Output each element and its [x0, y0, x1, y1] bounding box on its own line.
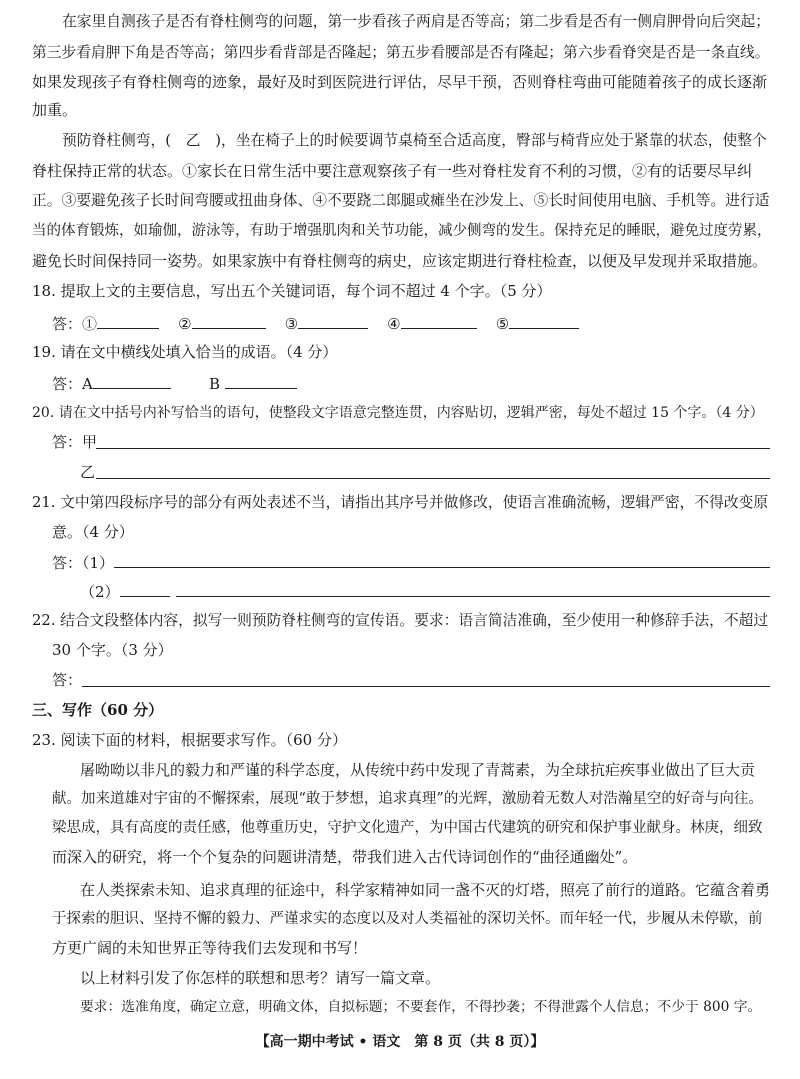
answer-blank[interactable]	[298, 312, 368, 329]
material-line: 屠呦呦以非凡的毅力和严谨的科学态度，从传统中药中发现了青蒿素，为全球抗疟疾事业做出了巨大贡	[80, 761, 756, 779]
requirements-line: 要求：选准角度，确定立意，明确文体，自拟标题；不要套作，不得抄袭；不得泄露个人信息；不少于 800 字。	[80, 999, 762, 1015]
q19-answer-row: 答：A B	[52, 372, 297, 394]
question-18: 18. 提取上文的主要信息，写出五个关键词语，每个词不超过 4 个字。（5 分）	[32, 282, 552, 300]
material-line: 于探索的胆识、坚持不懈的毅力、严谨求实的态度以及对人类福祉的深切关怀。而年轻一代，步履从未停歇，前	[52, 911, 763, 927]
answer-line[interactable]	[96, 478, 770, 479]
material-line: 梁思成，具有高度的责任感，他尊重历史，守护文化遗产，为中国古代建筑的研究和保护事业献身。林庚，细致	[52, 820, 763, 836]
question-22: 22. 结合文段整体内容，拟写一则预防脊柱侧弯的宣传语。要求：语言简洁准确，至少使用一种修辞手法，不超过	[32, 612, 769, 629]
material-line: 献。加来道雄对宇宙的不懈探索，展现“敢于梦想，追求真理”的光辉，激励着无数人对浩瀚星空的好奇与向往。	[52, 791, 763, 807]
answer-blank[interactable]	[225, 372, 297, 389]
passage-line: 正。③要避免孩子长时间弯腰或扭曲身体、④不要跷二郎腿或瘫坐在沙发上、⑤长时间使用电脑、手机等。进行适	[32, 192, 770, 209]
answer-line[interactable]	[176, 567, 770, 568]
passage-line: 加重。	[32, 101, 78, 119]
answer-blank[interactable]	[509, 312, 579, 329]
material-line: 在人类探索未知、追求真理的征途中，科学家精神如同一盏不灭的灯塔，照亮了前行的道路。它蕴含着勇	[80, 881, 771, 899]
answer-blank[interactable]	[93, 372, 171, 389]
answer-blank[interactable]	[401, 312, 477, 329]
question-19: 19. 请在文中横线处填入恰当的成语。（4 分）	[32, 343, 338, 361]
q22-answer: 答：	[52, 671, 83, 689]
passage-line: 如果发现孩子有脊柱侧弯的迹象，最好及时到医院进行评估，尽早干预，否则脊柱弯曲可能随着孩子的成长逐渐	[32, 73, 768, 91]
passage-line: 脊柱保持正常的状态。①家长在日常生活中要注意观察孩子有一些对脊柱发育不利的习惯，②有的话要尽早纠	[32, 162, 753, 180]
material-line: 方更广阔的未知世界正等待我们去发现和书写！	[52, 939, 368, 957]
question-23: 23. 阅读下面的材料，根据要求写作。（60 分）	[32, 731, 347, 749]
material-line: 而深入的研究，将一个个复杂的问题讲清楚，带我们进入古代诗词创作的“曲径通幽处”。	[52, 848, 638, 866]
answer-blank[interactable]	[114, 551, 176, 568]
question-20: 20. 请在文中括号内补写恰当的语句，使整段文字语意完整连贯，内容贴切，逻辑严密，每处不超过 15 个字。（4 分）	[32, 405, 764, 421]
answer-line[interactable]	[82, 686, 770, 687]
passage-line: 在家里自测孩子是否有脊柱侧弯的问题，第一步看孩子两肩是否等高；第二步看是否有一侧肩胛骨向后突起；	[62, 13, 770, 30]
q18-answer-row: 答：① ② ③ ④ ⑤	[52, 312, 579, 334]
answer-blank[interactable]	[97, 312, 159, 329]
passage-line: 避免长时间保持同一姿势。如果家族中有脊柱侧弯的病史，应该定期进行脊柱检查，以便及早发现并采取措施。	[32, 252, 768, 270]
passage-line: 预防脊柱侧弯，( 乙 )，坐在椅子上的时候要调节桌椅至合适高度，臀部与椅背应处于紧靠的状态，使整个	[62, 132, 767, 149]
page-footer: 【高一期中考试 • 语文 第 8 页（共 8 页）】	[255, 1034, 545, 1050]
prompt-line: 以上材料引发了你怎样的联想和思考？请写一篇文章。	[80, 969, 441, 987]
question-21: 21. 文中第四段标序号的部分有两处表述不当，请指出其序号并做修改，使语言准确流畅，逻辑严密，不得改变原	[32, 494, 769, 511]
answer-blank[interactable]	[192, 312, 266, 329]
question-22-cont: 30 个字。（3 分）	[52, 641, 173, 659]
question-21-cont: 意。（4 分）	[52, 523, 134, 541]
answer-blank[interactable]	[120, 580, 170, 597]
q20-answer-yi: 乙	[80, 463, 96, 481]
q21-answer-2: （2）	[80, 580, 170, 602]
passage-line: 当的体育锻炼，如瑜伽，游泳等，有助于增强肌肉和关节功能，减少侧弯的发生。保持充足的睡眠，避免过度劳累，	[32, 223, 772, 239]
q21-answer-1: 答：（1）	[52, 551, 176, 573]
section-heading: 三、写作（60 分）	[32, 701, 164, 719]
answer-line[interactable]	[96, 448, 770, 449]
answer-line[interactable]	[176, 596, 770, 597]
q20-answer-jia: 答：甲	[52, 433, 98, 451]
passage-line: 第三步看肩胛下角是否等高；第四步看背部是否隆起；第五步看腰部是否有隆起；第六步看脊突是否是一条直线。	[32, 44, 770, 61]
